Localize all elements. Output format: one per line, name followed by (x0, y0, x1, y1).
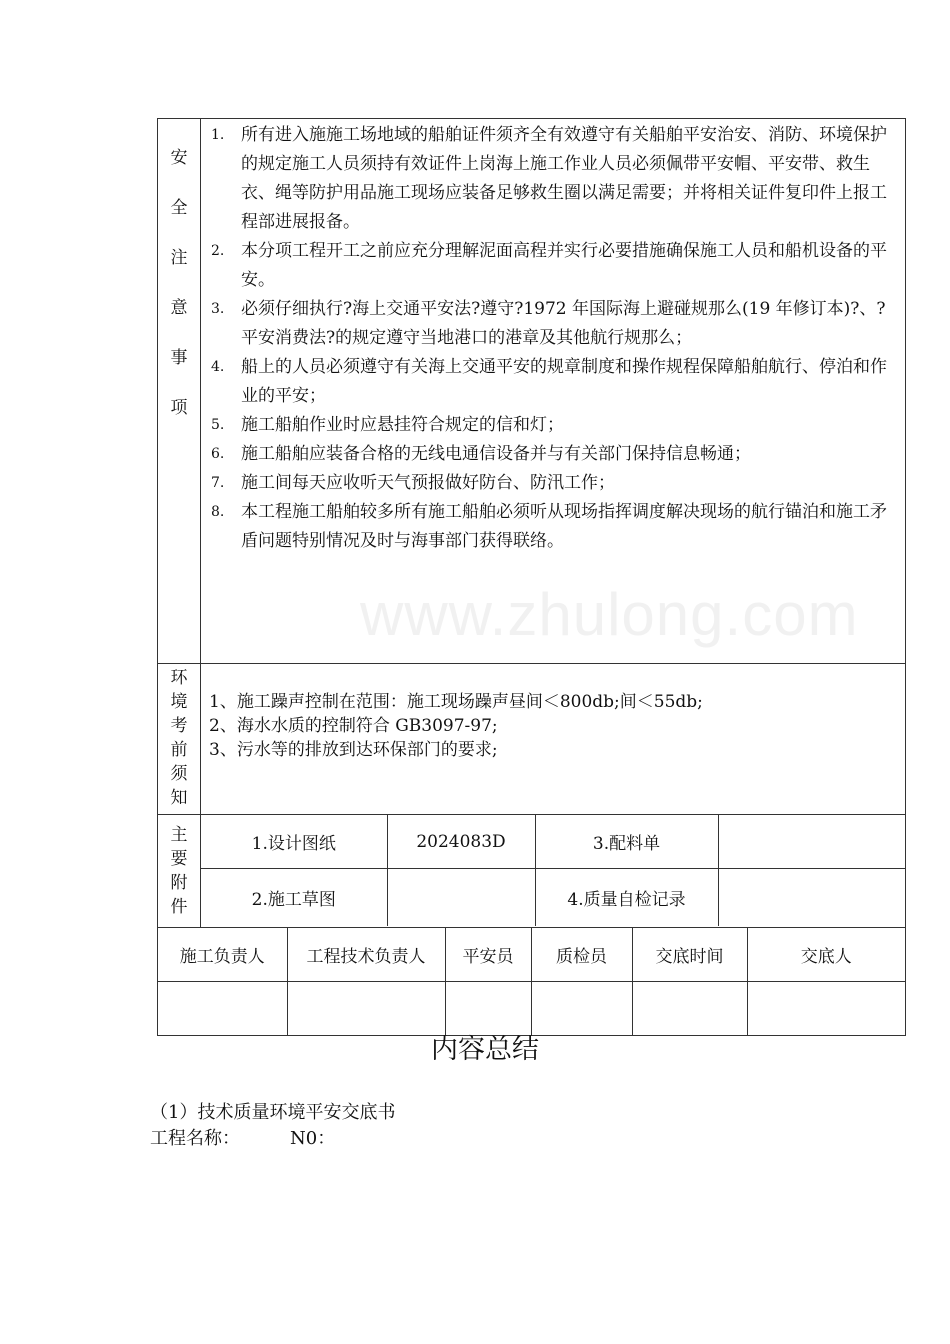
safety-label-char: 安 (170, 148, 188, 168)
table-header-cell: 工程技术负责人 (287, 928, 445, 982)
attachments-content (201, 815, 906, 928)
safety-label-char: 全 (170, 198, 188, 218)
item-number: 2. (211, 243, 225, 259)
number-label: N0： (290, 1128, 336, 1149)
environment-row (158, 664, 906, 815)
safety-label-char: 事 (170, 348, 188, 368)
item-text: 施工间每天应收听天气预报做好防台、防汛工作； (241, 473, 615, 493)
environment-label-char: 考 (170, 716, 188, 736)
item-text: 施工船舶作业时应悬挂符合规定的信和灯； (241, 415, 564, 435)
environment-label-char: 环 (170, 668, 188, 688)
item-text: 必须仔细执行?海上交通平安法?遵守?1972 年国际海上避碰规那么(19 年修订本)?、?平安消费法?的规定遵守当地港口的港章及其他航行规那么； (241, 299, 886, 348)
table-header-cell: 施工负责人 (158, 928, 287, 982)
table-header-cell: 交底时间 (632, 928, 747, 982)
item-number: 8. (211, 504, 225, 520)
table-header-cell: 质检员 (531, 928, 632, 982)
item-number: 6. (211, 446, 225, 462)
watermark-text: www.zhulong.com (360, 581, 859, 648)
table-row (201, 815, 905, 869)
summary-title: 内容总结 (431, 1034, 539, 1065)
item-number: 3. (211, 301, 225, 317)
signature-content (158, 928, 906, 1036)
environment-list (201, 664, 905, 762)
environment-label-char: 知 (170, 788, 188, 808)
table-cell (718, 815, 905, 869)
list-item: 2、海水水质的控制符合 GB3097-97; (209, 716, 498, 736)
item-number: 4. (211, 359, 225, 375)
safety-label-char: 项 (170, 398, 188, 418)
item-text: 船上的人员必须遵守有关海上交通平安的规章制度和操作规程保障船舶航行、停泊和作业的平安； (241, 357, 887, 406)
table-header-cell: 平安员 (445, 928, 531, 982)
attachments-label-char: 主 (170, 825, 188, 845)
table-cell: 2.施工草图 (201, 869, 387, 927)
signature-row (158, 928, 906, 1036)
table-row (201, 869, 905, 927)
safety-content (201, 119, 906, 664)
list-item (211, 498, 895, 556)
table-cell: 2024083D (387, 815, 535, 869)
item-text: 所有进入施施工场地域的船舶证件须齐全有效遵守有关船舶平安治安、消防、环境保护的规定施工人员须持有效证件上岗海上施工作业人员必须佩带平安帽、平安带、救生衣、绳等防护用品施工现场应装备足够救生圈以满足需要；并将相关证件复印件上报工程部进展报备。 (241, 125, 887, 232)
environment-label-char: 须 (170, 764, 188, 784)
table-cell: 3.配料单 (535, 815, 718, 869)
environment-content (201, 664, 906, 815)
safety-label-char: 意 (170, 298, 188, 318)
list-item (211, 469, 895, 498)
summary-line: （1）技术质量环境平安交底书 (150, 1102, 396, 1123)
attachments-label (158, 815, 201, 928)
item-text: 本分项工程开工之前应充分理解泥面高程并实行必要措施确保施工人员和船机设备的平安。 (241, 241, 887, 290)
attachments-label-char: 件 (170, 897, 188, 917)
item-number: 1. (211, 127, 225, 143)
environment-label (158, 664, 201, 815)
safety-label-char: 注 (170, 248, 188, 268)
table-header-cell: 交底人 (747, 928, 905, 982)
item-number: 7. (211, 475, 225, 491)
list-item (211, 121, 895, 237)
list-item (211, 411, 895, 440)
project-name-label: 工程名称： (150, 1128, 240, 1149)
item-text: 本工程施工船舶较多所有施工船舶必须听从现场指挥调度解决现场的航行锚泊和施工矛盾问题特别情况及时与海事部门获得联络。 (241, 502, 887, 551)
item-text: 施工船舶应装备合格的无线电通信设备并与有关部门保持信息畅通； (241, 444, 751, 464)
item-number: 5. (211, 417, 225, 433)
table-cell (387, 869, 535, 927)
signature-table (158, 928, 905, 1035)
attachments-label-char: 要 (170, 849, 188, 869)
attachments-label-char: 附 (170, 873, 188, 893)
safety-label (158, 119, 201, 664)
safety-list (201, 119, 905, 556)
safety-row (158, 119, 906, 664)
environment-label-char: 境 (170, 692, 188, 712)
list-item (211, 237, 895, 295)
table-cell (718, 869, 905, 927)
attachments-table (201, 815, 905, 926)
table-cell: 4.质量自检记录 (535, 869, 718, 927)
attachments-row (158, 815, 906, 928)
handover-table (157, 118, 906, 1036)
environment-label-char: 前 (170, 740, 188, 760)
list-item (211, 440, 895, 469)
list-item (211, 353, 895, 411)
list-item: 1、施工躁声控制在范围：施工现场躁声昼间＜800db;间＜55db; (209, 692, 703, 712)
project-name-line (150, 1124, 336, 1150)
table-header-row (158, 928, 905, 982)
table-cell: 1.设计图纸 (201, 815, 387, 869)
list-item (211, 295, 895, 353)
list-item: 3、污水等的排放到达环保部门的要求; (209, 740, 498, 760)
